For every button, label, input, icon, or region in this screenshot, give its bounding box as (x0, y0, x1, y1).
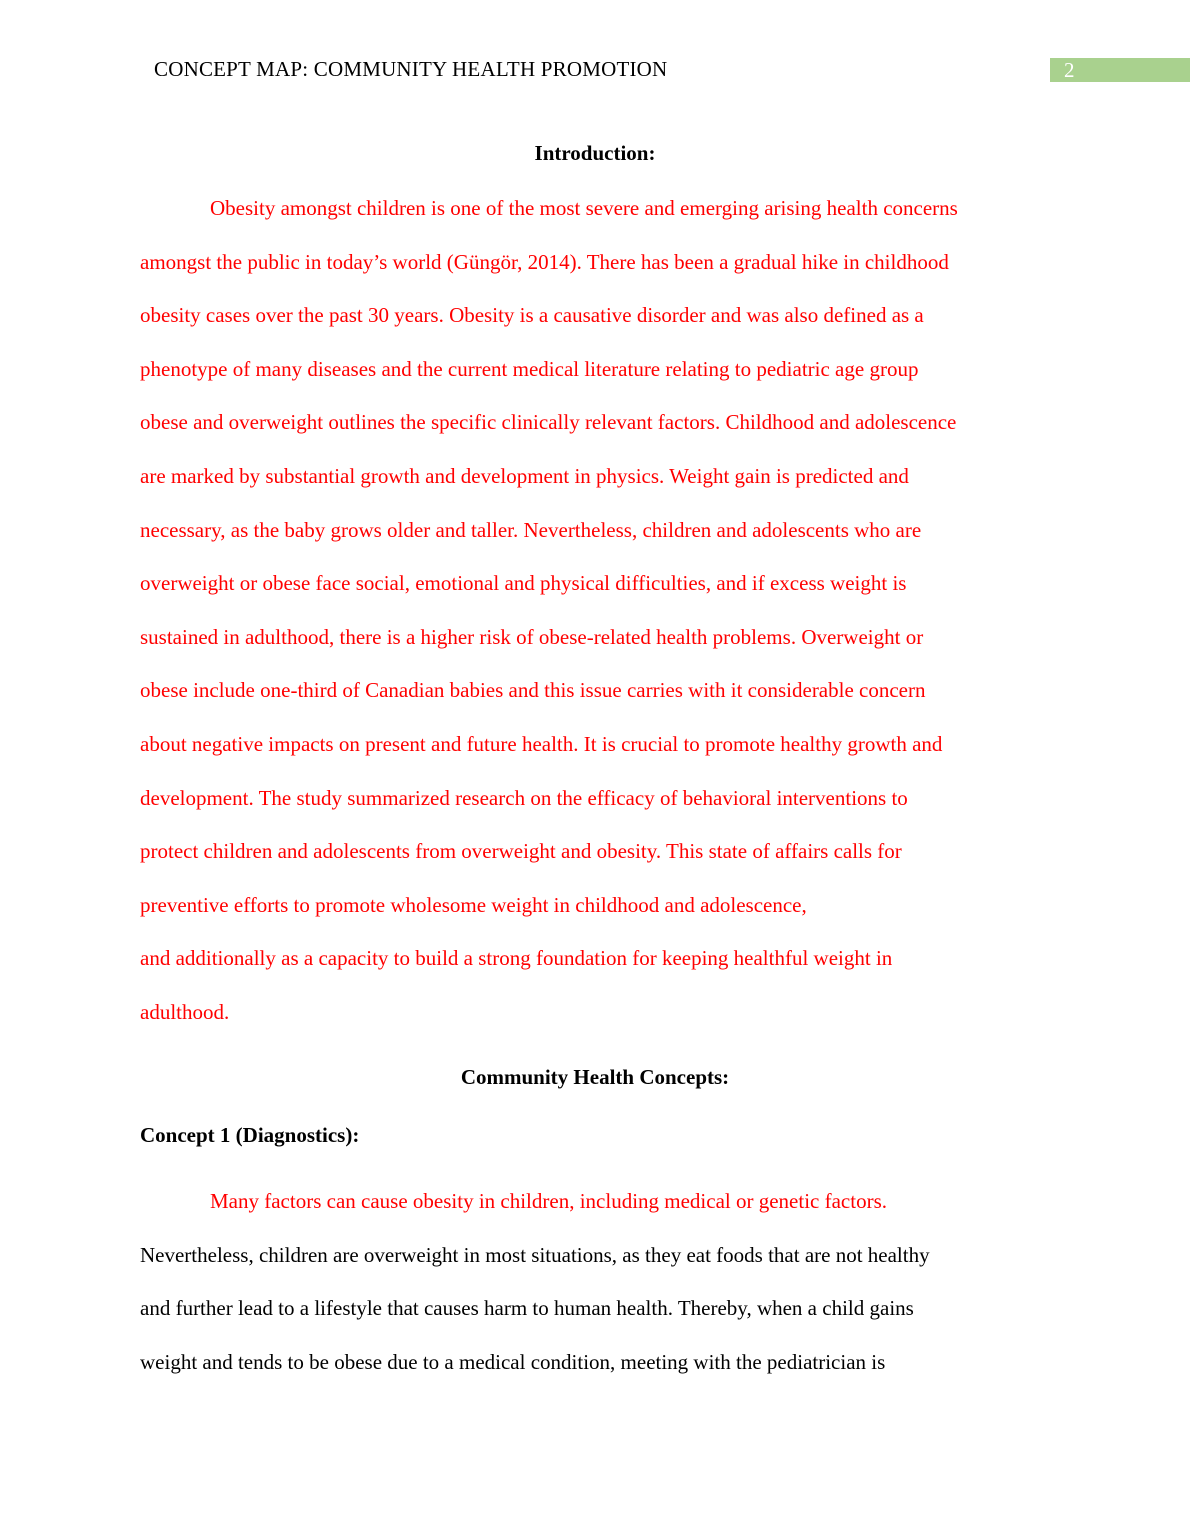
paragraph-line: Many factors can cause obesity in children, including medical or genetic factors. (210, 1189, 888, 1213)
introduction-paragraph (140, 195, 1060, 1053)
paragraph-line: weight and tends to be obese due to a medical condition, meeting with the pediatrician is (140, 1349, 886, 1374)
paragraph-line: phenotype of many diseases and the current medical literature relating to pediatric age group (140, 356, 919, 381)
paragraph-line: Nevertheless, children are overweight in most situations, as they eat foods that are not healthy (140, 1242, 930, 1267)
paragraph-line: and additionally as a capacity to build a strong foundation for keeping healthful weight in (140, 946, 893, 971)
concept-1-paragraph (140, 1188, 1060, 1402)
paragraph-line: obesity cases over the past 30 years. Obesity is a causative disorder and was also defined as a (140, 303, 924, 328)
page-number: 2 (1064, 58, 1075, 82)
paragraph-line: sustained in adulthood, there is a higher risk of obese-related health problems. Overweight or (140, 624, 924, 649)
paragraph-line: necessary, as the baby grows older and taller. Nevertheless, children and adolescents who are (140, 517, 922, 542)
paragraph-line: obese and overweight outlines the specific clinically relevant factors. Childhood and adolescence (140, 410, 957, 435)
paragraph-line: obese include one-third of Canadian babies and this issue carries with it considerable concern (140, 678, 926, 703)
paragraph-line: about negative impacts on present and future health. It is crucial to promote healthy growth and (140, 731, 943, 756)
concept-1-heading: Concept 1 (Diagnostics): (140, 1123, 360, 1147)
paragraph-line: amongst the public in today’s world (Güngör, 2014). There has been a gradual hike in childhood (140, 249, 949, 274)
paragraph-line: adulthood. (140, 999, 230, 1024)
paragraph-line: Obesity amongst children is one of the most severe and emerging arising health concerns (210, 196, 958, 220)
page-number-bar (1050, 58, 1190, 82)
paragraph-line: are marked by substantial growth and development in physics. Weight gain is predicted and (140, 463, 909, 488)
paragraph-line: development. The study summarized research on the efficacy of behavioral interventions to (140, 785, 908, 810)
introduction-heading: Introduction: (534, 141, 656, 165)
paragraph-line: protect children and adolescents from overweight and obesity. This state of affairs calls for (140, 839, 902, 864)
community-health-concepts-heading: Community Health Concepts: (460, 1065, 730, 1089)
paragraph-line: overweight or obese face social, emotional and physical difficulties, and if excess weight is (140, 571, 907, 596)
running-head: CONCEPT MAP: COMMUNITY HEALTH PROMOTION (154, 57, 668, 81)
paragraph-line: preventive efforts to promote wholesome weight in childhood and adolescence, (140, 892, 807, 917)
paragraph-line: and further lead to a lifestyle that causes harm to human health. Thereby, when a child gains (140, 1296, 914, 1321)
